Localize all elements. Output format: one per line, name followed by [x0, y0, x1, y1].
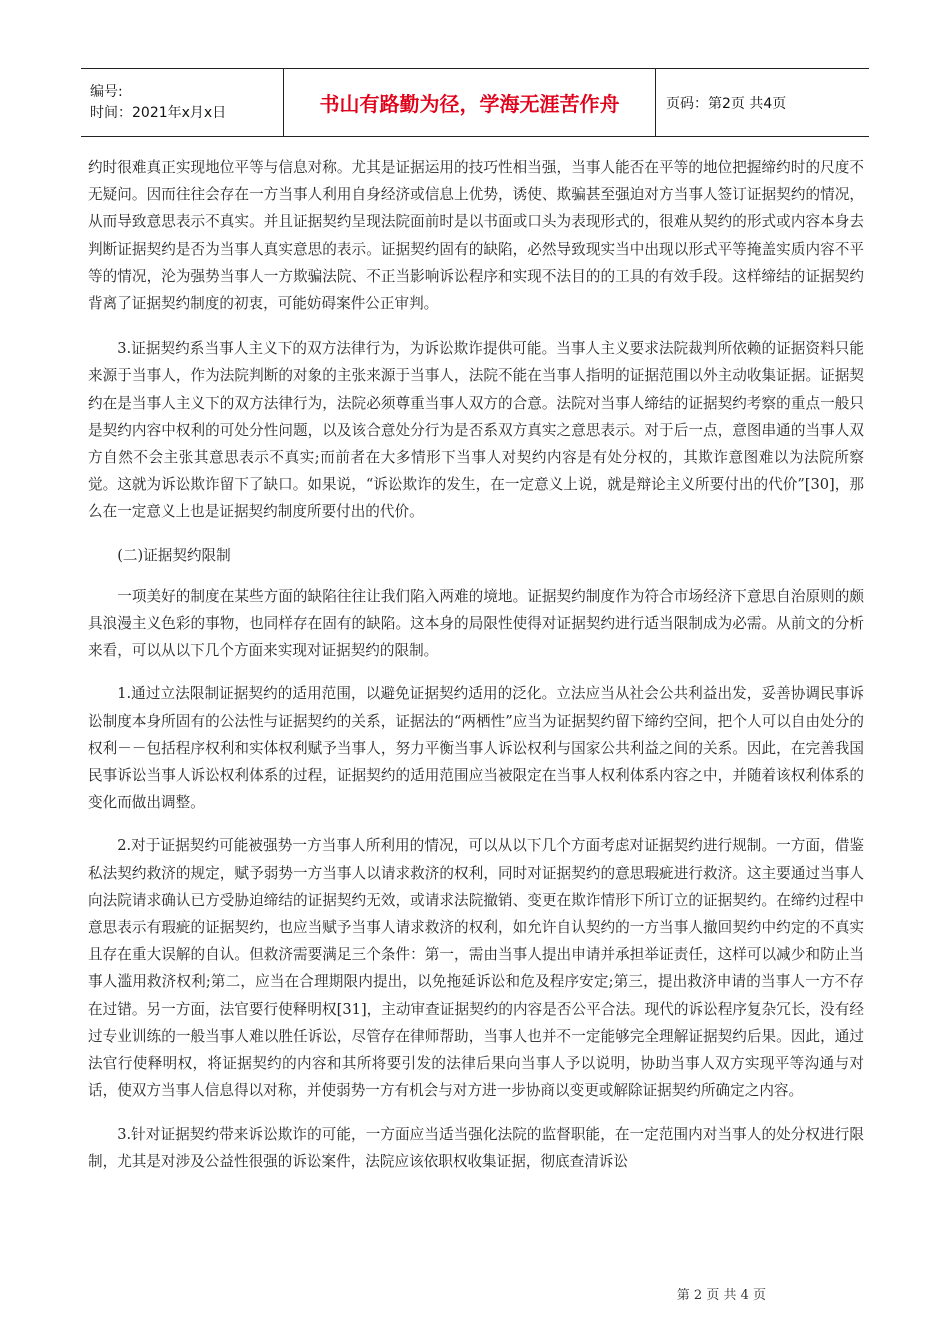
header-page-label: 页码：第2页 共4页	[666, 95, 787, 112]
document-body	[88, 154, 864, 1191]
document-time-label: 时间：2021年x月x日	[90, 104, 227, 121]
body-paragraph: 1.通过立法限制证据契约的适用范围，以避免证据契约适用的泛化。立法应当从社会公共利益出发，妥善协调民事诉讼制度本身所固有的公法性与证据契约的关系，证据法的“两栖性”应当为证据契约留下缔约空间，把个人可以自由处分的权利－－包括程序权利和实体权利赋予当事人，努力平衡当事人诉讼权利与国家公共利益之间的关系。因此，在完善我国民事诉讼当事人诉讼权利体系的过程，证据契约的适用范围应当被限定在当事人权利体系内容之中，并随着该权利体系的变化而做出调整。	[88, 685, 864, 812]
header-motto: 书山有路勤为径，学海无涯苦作舟	[284, 69, 656, 136]
section-heading: (二)证据契约限制	[117, 546, 231, 564]
document-number-label: 编号:	[90, 83, 123, 100]
page-footer: 第 2 页 共 4 页	[676, 1288, 766, 1303]
body-paragraph: 约时很难真正实现地位平等与信息对称。尤其是证据运用的技巧性相当强，当事人能否在平等的地位把握缔约时的尺度不无疑问。因而往往会存在一方当事人利用自身经济或信息上优势，诱使、欺骗甚至强迫对方当事人签订证据契约的情况，从而导致意思表示不真实。并且证据契约呈现法院面前时是以书面或口头为表现形式的，很难从契约的形式或内容本身去判断证据契约是否为当事人真实意思的表示。证据契约固有的缺陷，必然导致现实当中出现以形式平等掩盖实质内容不平等的情况，沦为强势当事人一方欺骗法院、不正当影响诉讼程序和实现不法目的的工具的有效手段。这样缔结的证据契约背离了证据契约制度的初衷，可能妨碍案件公正审判。	[88, 159, 864, 313]
body-paragraph: 3.针对证据契约带来诉讼欺诈的可能，一方面应当适当强化法院的监督职能，在一定范围内对当事人的处分权进行限制，尤其是对涉及公益性很强的诉讼案件，法院应该依职权收集证据，彻底查清诉讼	[88, 1125, 864, 1170]
page-header	[81, 68, 869, 137]
body-paragraph: 2.对于证据契约可能被强势一方当事人所利用的情况，可以从以下几个方面考虑对证据契约进行规制。一方面，借鉴私法契约救济的规定，赋予弱势一方当事人以请求救济的权利，同时对证据契约的意思瑕疵进行救济。这主要通过当事人向法院请求确认已方受胁迫缔结的证据契约无效，或请求法院撤销、变更在欺诈情形下所订立的证据契约。在缔约过程中意思表示有瑕疵的证据契约，也应当赋予当事人请求救济的权利，如允许自认契约的一方当事人撤回契约中约定的不真实且存在重大误解的自认。但救济需要满足三个条件：第一，需由当事人提出申请并承担举证责任，这样可以减少和防止当事人滥用救济权利;第二，应当在合理期限内提出，以免拖延诉讼和危及程序安定;第三，提出救济申请的当事人一方不存在过错。另一方面，法官要行使释明权[31]，主动审查证据契约的内容是否公平合法。现代的诉讼程序复杂冗长，没有经过专业训练的一般当事人难以胜任诉讼，尽管存在律师帮助，当事人也并不一定能够完全理解证据契约后果。因此，通过法官行使释明权，将证据契约的内容和其所将要引发的法律后果向当事人予以说明，协助当事人双方实现平等沟通与对话，使双方当事人信息得以对称，并使弱势一方有机会与对方进一步协商以变更或解除证据契约所确定之内容。	[88, 837, 864, 1100]
body-paragraph: 3.证据契约系当事人主义下的双方法律行为，为诉讼欺诈提供可能。当事人主义要求法院裁判所依赖的证据资料只能来源于当事人，作为法院判断的对象的主张来源于当事人，法院不能在当事人指明的证据范围以外主动收集证据。证据契约在是当事人主义下的双方法律行为，法院必须尊重当事人双方的合意。法院对当事人缔结的证据契约考察的重点一般只是契约内容中权利的可处分性问题，以及该合意处分行为是否系双方真实之意思表示。对于后一点，意图串通的当事人双方自然不会主张其意思表示不真实;而前者在大多情形下当事人对契约内容是有处分权的，其欺诈意图难以为法院所察觉。这就为诉讼欺诈留下了缺口。如果说，“诉讼欺诈的发生，在一定意义上说，就是辩论主义所要付出的代价”[30]，那么在一定意义上也是证据契约制度所要付出的代价。	[88, 340, 864, 521]
header-meta	[81, 69, 284, 136]
body-paragraph: 一项美好的制度在某些方面的缺陷往往让我们陷入两难的境地。证据契约制度作为符合市场经济下意思自治原则的颇具浪漫主义色彩的事物，也同样存在固有的缺陷。这本身的局限性使得对证据契约进行适当限制成为必需。从前文的分析来看，可以从以下几个方面来实现对证据契约的限制。	[88, 587, 864, 660]
